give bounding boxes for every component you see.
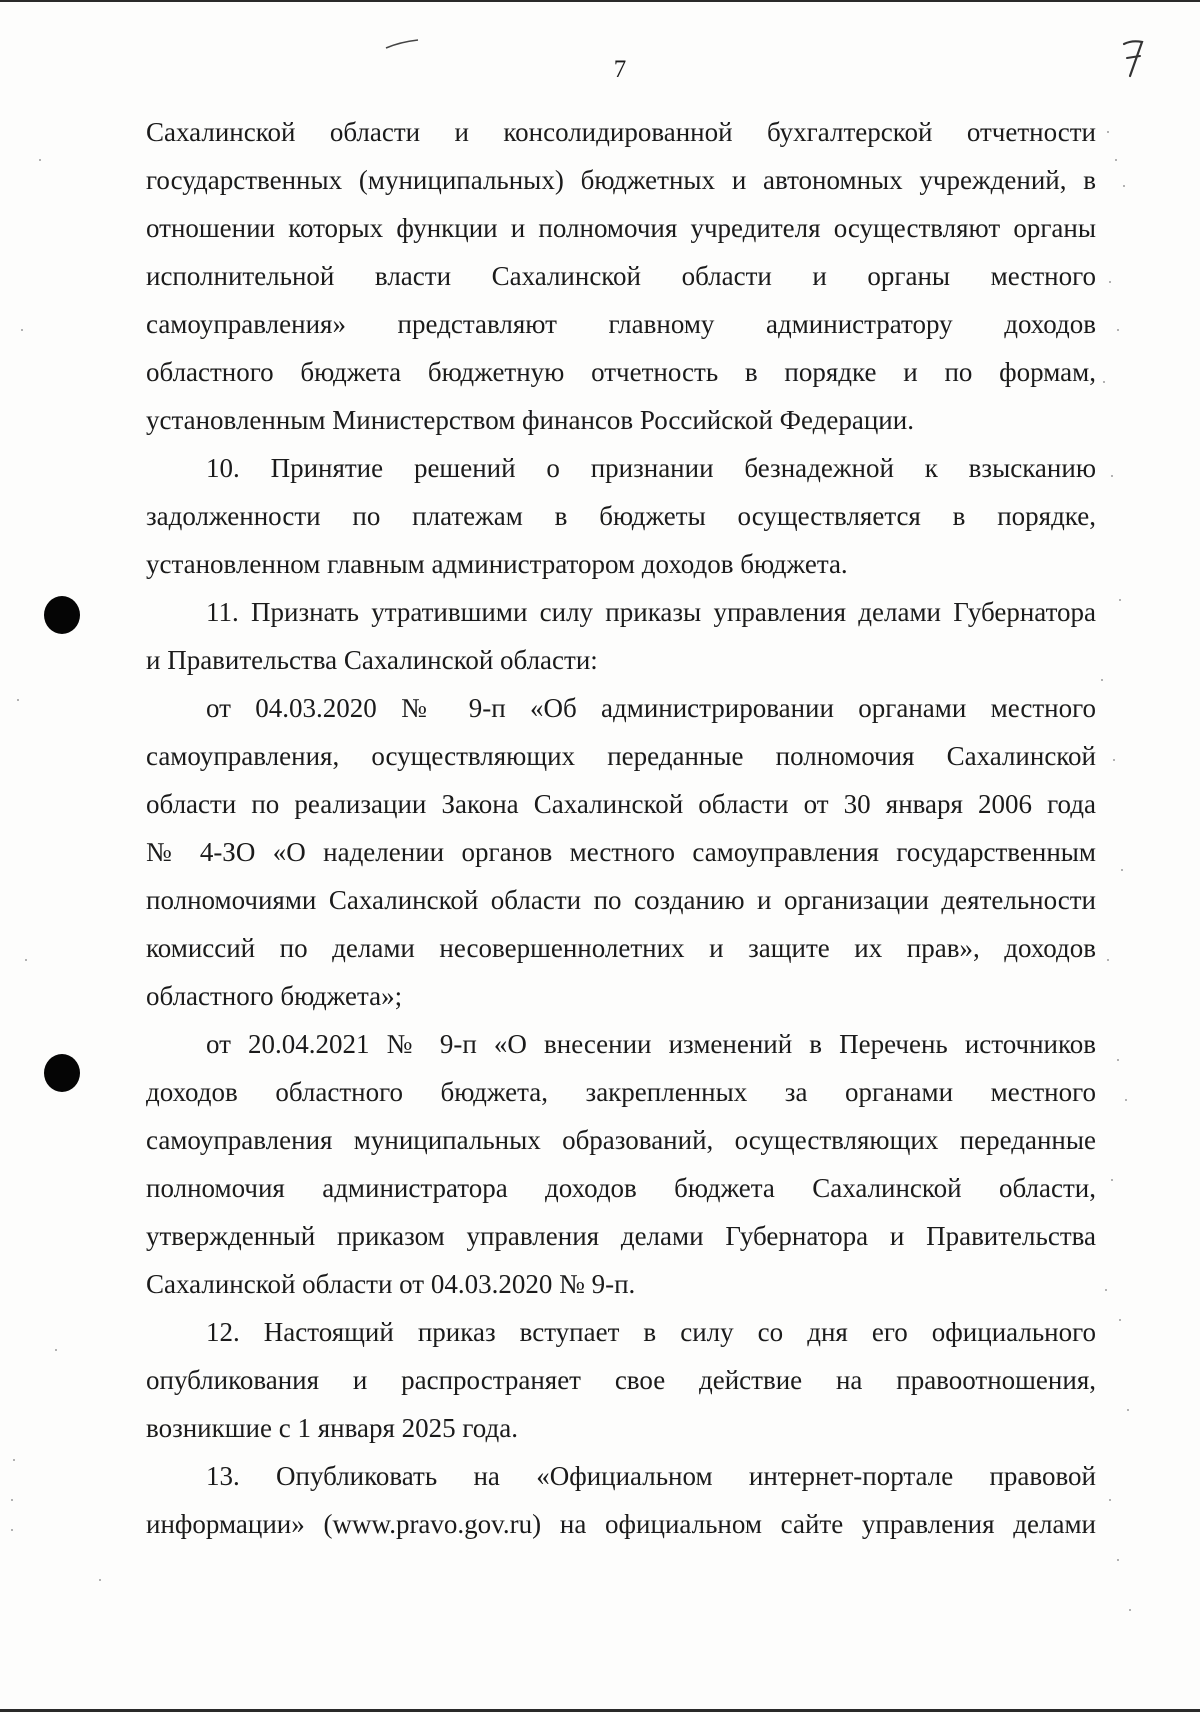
text-line: областного бюджета»;	[146, 981, 403, 1011]
scan-bottom-edge	[0, 1709, 1200, 1712]
text-line: 11. Признать утратившими силу приказы управления делами Губернатора	[206, 597, 1096, 627]
text-line: установленным Министерством финансов Российской Федерации.	[146, 405, 914, 435]
text-line: самоуправления» представляют главному администратору доходов	[146, 309, 1096, 339]
text-line: утвержденный приказом управления делами Губернатора и Правительства	[146, 1221, 1096, 1251]
text-line: возникшие с 1 января 2025 года.	[146, 1413, 518, 1443]
text-line: полномочия администратора доходов бюджета Сахалинской области,	[146, 1173, 1096, 1203]
text-line: области по реализации Закона Сахалинской области от 30 января 2006 года	[146, 789, 1096, 819]
text-line: областного бюджета бюджетную отчетность в порядке и по формам,	[146, 357, 1096, 387]
punch-hole	[44, 596, 80, 634]
text-line: государственных (муниципальных) бюджетных и автономных учреждений, в	[146, 165, 1096, 195]
pen-stroke-mark	[384, 38, 420, 50]
text-line: опубликования и распространяет свое действие на правоотношения,	[146, 1365, 1096, 1395]
text-line: 12. Настоящий приказ вступает в силу со дня его официального	[206, 1317, 1096, 1347]
text-line: полномочиями Сахалинской области по созданию и организации деятельности	[146, 885, 1096, 915]
page-number: 7	[613, 56, 627, 83]
text-line: задолженности по платежам в бюджеты осуществляется в порядке,	[146, 501, 1096, 531]
text-line: исполнительной власти Сахалинской области и органы местного	[146, 261, 1096, 291]
text-line: Сахалинской области и консолидированной бухгалтерской отчетности	[146, 117, 1096, 147]
text-line: информации» (www.pravo.gov.ru) на официальном сайте управления делами	[146, 1509, 1096, 1539]
text-line: от 04.03.2020 № 9-п «Об администрировании органами местного	[206, 693, 1096, 723]
text-line: отношении которых функции и полномочия учредителя осуществляют органы	[146, 213, 1096, 243]
punch-hole	[44, 1054, 80, 1092]
text-line: 10. Принятие решений о признании безнадежной к взысканию	[206, 453, 1096, 483]
document-body	[146, 108, 1096, 1548]
text-line: комиссий по делами несовершеннолетних и защите их прав», доходов	[146, 933, 1096, 963]
text-line: самоуправления, осуществляющих переданные полномочия Сахалинской	[146, 741, 1096, 771]
scan-top-edge	[0, 0, 1200, 2]
text-line: доходов областного бюджета, закрепленных за органами местного	[146, 1077, 1096, 1107]
text-line: от 20.04.2021 № 9-п «О внесении изменений в Перечень источников	[206, 1029, 1096, 1059]
text-line: установленном главным администратором доходов бюджета.	[146, 549, 848, 579]
text-line: № 4-ЗО «О наделении органов местного самоуправления государственным	[146, 837, 1096, 867]
handwritten-page-number	[1118, 36, 1148, 80]
text-line: самоуправления муниципальных образований, осуществляющих переданные	[146, 1125, 1096, 1155]
text-line: 13. Опубликовать на «Официальном интернет-портале правовой	[206, 1461, 1096, 1491]
text-line: Сахалинской области от 04.03.2020 № 9-п.	[146, 1269, 636, 1299]
text-line: и Правительства Сахалинской области:	[146, 645, 598, 675]
